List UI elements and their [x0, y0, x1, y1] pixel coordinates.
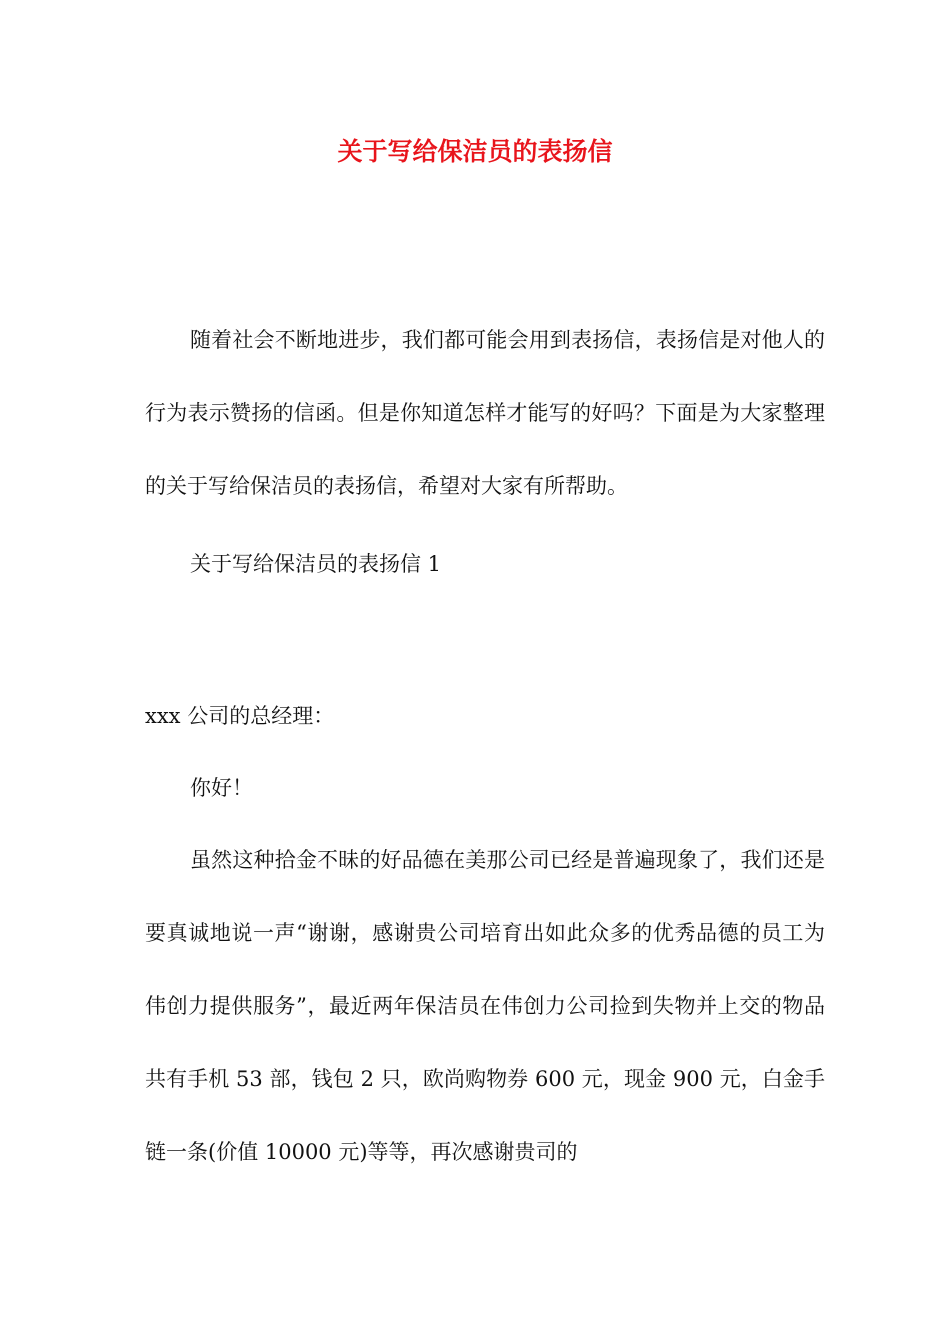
letter-heading: 关于写给保洁员的表扬信 1 [190, 552, 442, 576]
intro-paragraph: 随着社会不断地进步，我们都可能会用到表扬信，表扬信是对他人的行为表示赞扬的信函。但是你知道怎样才能写的好吗？下面是为大家整理的关于写给保洁员的表扬信，希望对大家有所帮助。 [145, 328, 825, 498]
greeting: 你好！ [190, 776, 253, 800]
letter-body-paragraph: 虽然这种拾金不昧的好品德在美那公司已经是普遍现象了，我们还是要真诚地说一声“谢谢，感谢贵公司培育出如此众多的优秀品德的员工为伟创力提供服务”，最近两年保洁员在伟创力公司捡到失物并上交的物品共有手机 53 部，钱包 2 只，欧尚购物券 600 元，现金 900 元，白金手链一条(价值 10000 元)等等，再次感谢贵司的 [145, 848, 825, 1164]
document-title: 关于写给保洁员的表扬信 [337, 137, 613, 166]
salutation: xxx 公司的总经理： [145, 704, 335, 728]
